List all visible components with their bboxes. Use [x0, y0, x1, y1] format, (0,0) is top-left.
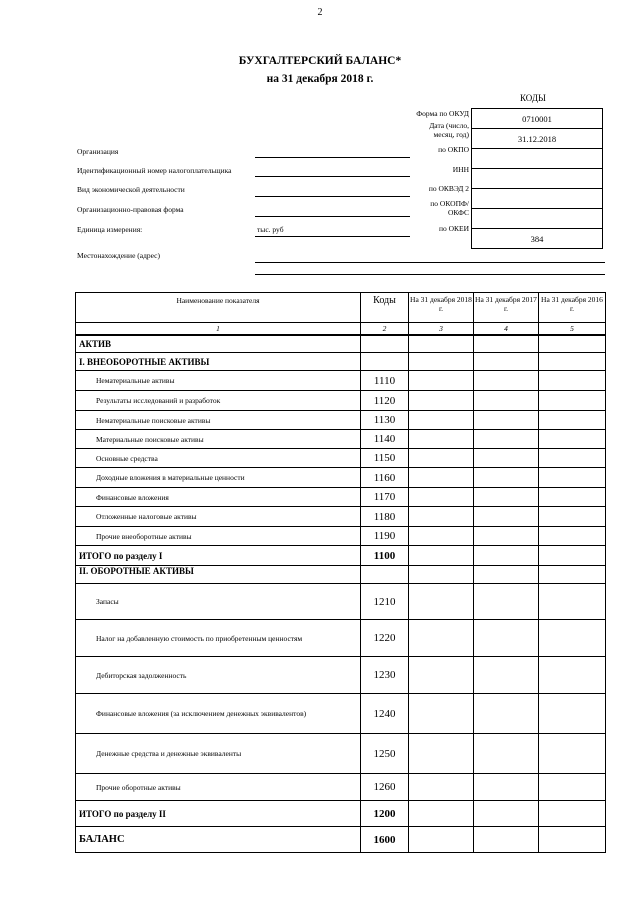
cell-2017[interactable] [474, 430, 539, 449]
cell-2016[interactable] [539, 827, 606, 853]
cell-2016[interactable] [539, 449, 606, 468]
row-code: 1190 [361, 527, 409, 546]
row-code: 1130 [361, 411, 409, 430]
table-row [76, 449, 606, 468]
table-row [76, 774, 606, 801]
table-row [76, 734, 606, 774]
row-code: 1170 [361, 488, 409, 507]
cell-2016[interactable] [539, 371, 606, 391]
cell-2018[interactable] [409, 546, 474, 566]
address-label: Местонахождение (адрес) [77, 251, 161, 260]
cell-2018[interactable] [409, 430, 474, 449]
cell-2018[interactable] [409, 774, 474, 801]
cell-2016[interactable] [539, 488, 606, 507]
row-code: 1220 [361, 620, 409, 657]
organization-line[interactable] [255, 157, 410, 158]
okud-label: Форма по ОКУД [416, 109, 469, 118]
okpo-label: по ОКПО [438, 145, 469, 154]
cell-2016[interactable] [539, 774, 606, 801]
cell-2016[interactable] [539, 546, 606, 566]
okpo-value[interactable] [472, 149, 603, 169]
row-code: 1160 [361, 468, 409, 488]
date-value[interactable]: 31.12.2018 [472, 129, 603, 149]
row-name: Дебиторская задолженность [76, 657, 361, 694]
cell-2018[interactable] [409, 584, 474, 620]
table-row [76, 488, 606, 507]
row-code: 1210 [361, 584, 409, 620]
cell-2018[interactable] [409, 391, 474, 411]
colnum-5: 5 [539, 323, 606, 335]
cell-2017[interactable] [474, 411, 539, 430]
codes-table [471, 108, 603, 249]
cell-2018[interactable] [409, 527, 474, 546]
row-code: 1230 [361, 657, 409, 694]
cell-2018[interactable] [409, 507, 474, 527]
cell-2018[interactable] [409, 371, 474, 391]
row-name: Прочие внеоборотные активы [76, 527, 361, 546]
document-title: БУХГАЛТЕРСКИЙ БАЛАНС* [238, 55, 402, 67]
row-name: Результаты исследований и разработок [76, 391, 361, 411]
okei-label: по ОКЕИ [438, 224, 469, 233]
cell-2017[interactable] [474, 507, 539, 527]
header-name: Наименование показателя [76, 293, 361, 323]
aktiv-heading: АКТИВ [76, 335, 361, 353]
cell-2016[interactable] [539, 620, 606, 657]
cell-2017[interactable] [474, 734, 539, 774]
cell-2017[interactable] [474, 584, 539, 620]
header-2016: На 31 декабря 2016 г. [539, 293, 606, 323]
inn-label: Идентификационный номер налогоплательщика [77, 166, 232, 175]
activity-line[interactable] [255, 196, 410, 197]
cell-2017[interactable] [474, 391, 539, 411]
cell-2017[interactable] [474, 774, 539, 801]
legal-form-label: Организационно-правовая форма [77, 205, 184, 214]
cell-2016[interactable] [539, 527, 606, 546]
legal-form-line[interactable] [255, 216, 410, 217]
cell-2018[interactable] [409, 620, 474, 657]
inn-value[interactable] [472, 169, 603, 189]
cell-2018[interactable] [409, 488, 474, 507]
unit-line [255, 236, 410, 237]
table-row [76, 430, 606, 449]
cell-2018[interactable] [409, 411, 474, 430]
cell-2016[interactable] [539, 657, 606, 694]
date-label: Дата (число, месяц, год) [429, 121, 469, 139]
cell-2016[interactable] [539, 468, 606, 488]
cell-2017[interactable] [474, 827, 539, 853]
balance-row [76, 827, 606, 853]
okopf-value[interactable] [472, 209, 603, 229]
address-line-2[interactable] [255, 274, 605, 275]
table-row [76, 657, 606, 694]
colnum-2: 2 [361, 323, 409, 335]
header-2017: На 31 декабря 2017 г. [474, 293, 539, 323]
row-code: 1140 [361, 430, 409, 449]
header-2018: На 31 декабря 2018 г. [409, 293, 474, 323]
row-name: Нематериальные поисковые активы [76, 411, 361, 430]
unit-label: Единица измерения: [77, 225, 143, 234]
total1-code: 1100 [361, 546, 409, 566]
cell-2016[interactable] [539, 430, 606, 449]
header-code: Коды [361, 293, 409, 323]
row-name: Основные средства [76, 449, 361, 468]
balance-code: 1600 [361, 827, 409, 853]
okved-label: по ОКВЭД 2 [428, 184, 469, 193]
okved-value[interactable] [472, 189, 603, 209]
section2-heading: II. ОБОРОТНЫЕ АКТИВЫ [76, 566, 361, 584]
cell-2018[interactable] [409, 468, 474, 488]
row-name: Финансовые вложения [76, 488, 361, 507]
balance-name: БАЛАНС [76, 827, 361, 853]
cell-2016[interactable] [539, 694, 606, 734]
cell-2018[interactable] [409, 827, 474, 853]
cell-2017[interactable] [474, 694, 539, 734]
activity-label: Вид экономической деятельности [77, 185, 185, 194]
total1-name: ИТОГО по разделу I [76, 546, 361, 566]
row-name: Материальные поисковые активы [76, 430, 361, 449]
row-code: 1150 [361, 449, 409, 468]
page-number: 2 [317, 7, 323, 18]
row-code: 1110 [361, 371, 409, 391]
cell-2017[interactable] [474, 657, 539, 694]
unit-value: тыс. руб [257, 225, 284, 234]
row-code: 1120 [361, 391, 409, 411]
row-name: Финансовые вложения (за исключением денежных эквивалентов) [76, 694, 361, 734]
colnum-1: 1 [76, 323, 361, 335]
row-name: Отложенные налоговые активы [76, 507, 361, 527]
table-row [76, 694, 606, 734]
row-code: 1250 [361, 734, 409, 774]
cell-2017[interactable] [474, 546, 539, 566]
cell-2017[interactable] [474, 488, 539, 507]
cell-2017[interactable] [474, 449, 539, 468]
table-row [76, 371, 606, 391]
row-name: Прочие оборотные активы [76, 774, 361, 801]
colnum-3: 3 [409, 323, 474, 335]
cell-2017[interactable] [474, 801, 539, 827]
cell-2016[interactable] [539, 411, 606, 430]
cell-2017[interactable] [474, 527, 539, 546]
cell-2016[interactable] [539, 801, 606, 827]
row-code: 1260 [361, 774, 409, 801]
row-name: Запасы [76, 584, 361, 620]
row-name: Налог на добавленную стоимость по приобретенным ценностям [76, 620, 361, 657]
table-row [76, 468, 606, 488]
table-row [76, 620, 606, 657]
cell-2016[interactable] [539, 584, 606, 620]
row-name: Денежные средства и денежные эквиваленты [76, 734, 361, 774]
okopf-label: по ОКОПФ/ ОКФС [430, 199, 469, 217]
total-row-section2 [76, 801, 606, 827]
cell-2018[interactable] [409, 734, 474, 774]
okud-value[interactable]: 0710001 [472, 109, 603, 129]
table-row [76, 391, 606, 411]
cell-2018[interactable] [409, 449, 474, 468]
cell-2016[interactable] [539, 734, 606, 774]
total2-name: ИТОГО по разделу II [76, 801, 361, 827]
section1-heading: I. ВНЕОБОРОТНЫЕ АКТИВЫ [76, 353, 361, 371]
row-name: Нематериальные активы [76, 371, 361, 391]
cell-2018[interactable] [409, 694, 474, 734]
table-row [76, 507, 606, 527]
cell-2017[interactable] [474, 620, 539, 657]
table-row [76, 584, 606, 620]
cell-2016[interactable] [539, 391, 606, 411]
organization-label: Организация [77, 147, 119, 156]
okei-value[interactable]: 384 [472, 229, 603, 249]
address-line-1[interactable] [255, 262, 605, 263]
inn-code-label: ИНН [452, 165, 469, 174]
colnum-4: 4 [474, 323, 539, 335]
document-subtitle: на 31 декабря 2018 г. [266, 73, 374, 85]
total2-code: 1200 [361, 801, 409, 827]
total-row-section1 [76, 546, 606, 566]
cell-2017[interactable] [474, 371, 539, 391]
cell-2016[interactable] [539, 507, 606, 527]
cell-2018[interactable] [409, 801, 474, 827]
row-name: Доходные вложения в материальные ценности [76, 468, 361, 488]
codes-header: КОДЫ [520, 93, 546, 103]
table-row [76, 411, 606, 430]
table-row [76, 527, 606, 546]
cell-2017[interactable] [474, 468, 539, 488]
row-code: 1180 [361, 507, 409, 527]
balance-table [75, 292, 606, 853]
row-code: 1240 [361, 694, 409, 734]
inn-line[interactable] [255, 176, 410, 177]
cell-2018[interactable] [409, 657, 474, 694]
